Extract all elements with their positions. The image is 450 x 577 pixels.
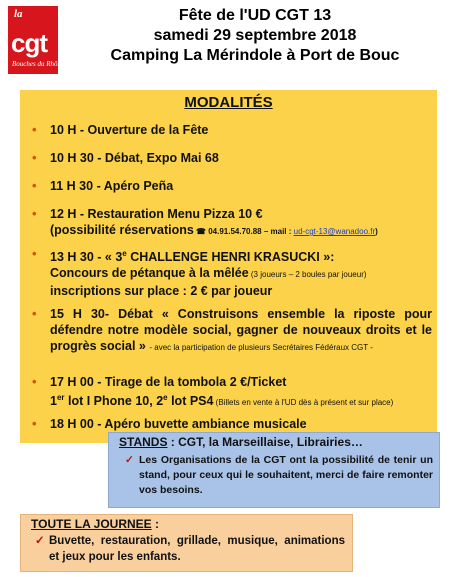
- modalites-title: MODALITÉS: [184, 94, 273, 111]
- bullet-icon: •: [32, 206, 37, 221]
- schedule-item-apero-buvette: • 18 H 00 - Apéro buvette ambiance musicale: [32, 416, 307, 431]
- schedule-item-opening: • 10 H - Ouverture de la Fête: [32, 122, 209, 137]
- stands-title: STANDS : CGT, la Marseillaise, Librairies…: [119, 435, 363, 449]
- bullet-icon: •: [32, 416, 37, 431]
- header-date: samedi 29 septembre 2018: [153, 27, 357, 44]
- stands-box: [108, 432, 440, 508]
- all-day-text: ✓ Buvette, restauration, grillade, musique, animations et jeux pour les enfants.: [35, 535, 345, 563]
- schedule-item-debat-expo: • 10 H 30 - Débat, Expo Mai 68: [32, 150, 219, 165]
- schedule-item-apero-pena: • 11 H 30 - Apéro Peña: [32, 178, 174, 193]
- bullet-icon: •: [32, 122, 37, 137]
- stands-text: ✓ Les Organisations de la CGT ont la possibilité de tenir un stand, pour ceux qui le souhaitent, merci de faire remonter vos besoins.: [125, 454, 433, 496]
- schedule-item-restauration: • 12 H - Restauration Menu Pizza 10 € (possibilité réservations ☎ 04.91.54.70.88 – mail : ud-cgt-13@wanadoo.fr): [32, 206, 378, 237]
- bullet-icon: •: [32, 178, 37, 193]
- bullet-icon: •: [32, 374, 37, 389]
- email-link[interactable]: ud-cgt-13@wanadoo.fr: [293, 227, 376, 236]
- event-header: [60, 6, 450, 66]
- all-day-box: [20, 514, 353, 572]
- all-day-title: TOUTE LA JOURNEE :: [31, 517, 160, 531]
- modalites-panel: [20, 90, 437, 443]
- logo-cgt-text: cgt: [11, 28, 47, 58]
- bullet-icon: •: [32, 150, 37, 165]
- header-title: Fête de l'UD CGT 13: [178, 7, 332, 24]
- checkmark-icon: ✓: [125, 454, 134, 466]
- header-location: Camping La Mérindole à Port de Bouc: [110, 47, 400, 64]
- cgt-logo: [8, 6, 65, 74]
- bullet-icon: •: [32, 306, 37, 321]
- schedule-item-debat-riposte: • 15 H 30- Débat « Construisons ensemble la riposte pour défendre notre modèle social, gagner de nouveaux droits et le progrès social » - avec la participation de plusieurs Secrétaires Fédéraux CGT -: [32, 306, 432, 353]
- checkmark-icon: ✓: [35, 535, 45, 547]
- bullet-icon: •: [32, 246, 37, 261]
- schedule-item-tombola: • 17 H 00 - Tirage de la tombola 2 €/Ticket 1er lot I Phone 10, 2e lot PS4 (Billets en vente à l'UD dès à présent et sur place): [32, 374, 394, 409]
- logo-department-text: Bouches du Rhône: [12, 60, 65, 68]
- schedule-item-challenge: • 13 H 30 - « 3e CHALLENGE HENRI KRASUCKI »: Concours de pétanque à la mêlée (3 joueurs – 2 boules par joueur) inscriptions sur place : 2 € par joueur: [32, 246, 367, 299]
- phone-number: ☎ 04.91.54.70.88 – mail :: [193, 227, 294, 236]
- logo-la-text: la: [14, 8, 23, 20]
